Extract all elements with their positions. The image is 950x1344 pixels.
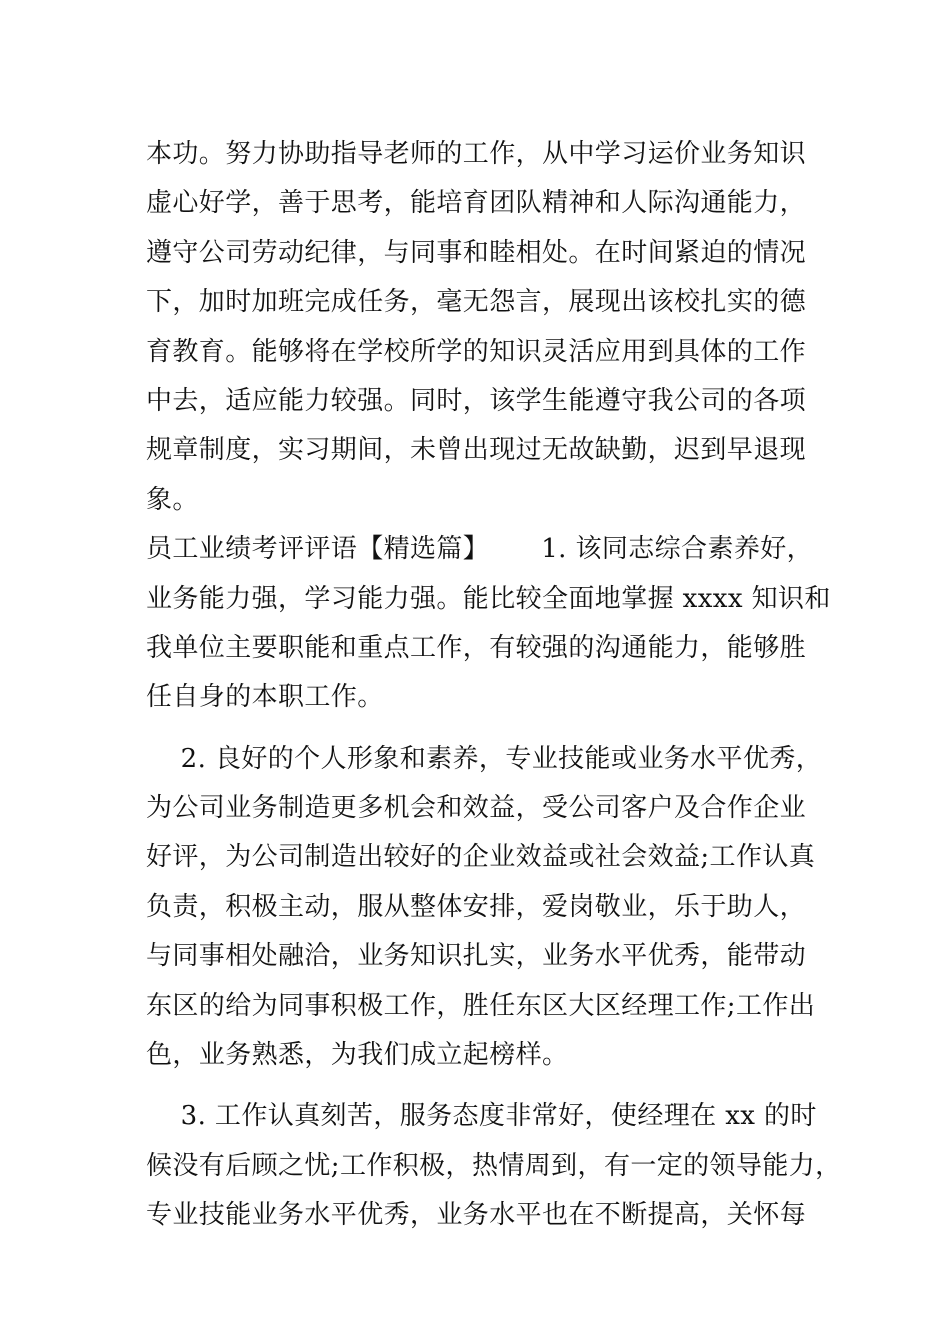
text-line: 我单位主要职能和重点工作，有较强的沟通能力，能够胜 bbox=[146, 632, 807, 663]
section-heading-line: 员工业绩考评评语【精选篇】 1. 该同志综合素养好， bbox=[146, 534, 814, 565]
text-line: 虚心好学，善于思考，能培育团队精神和人际沟通能力， bbox=[146, 188, 807, 219]
text-line: 负责，积极主动，服从整体安排，爱岗敬业，乐于助人， bbox=[146, 891, 807, 922]
text-line: 中去，适应能力较强。同时，该学生能遵守我公司的各项 bbox=[146, 385, 807, 416]
text-line: 与同事相处融洽，业务知识扎实，业务水平优秀，能带动 bbox=[146, 941, 807, 972]
paragraph-gap bbox=[146, 1080, 836, 1092]
text-line: 好评，为公司制造出较好的企业效益或社会效益;工作认真 bbox=[146, 842, 816, 873]
text-line: 规章制度，实习期间，未曾出现过无故缺勤，迟到早退现 bbox=[146, 435, 807, 466]
text-line: 专业技能业务水平优秀，业务水平也在不断提高，关怀每 bbox=[146, 1200, 807, 1231]
text-line: 下，加时加班完成任务，毫无怨言，展现出该校扎实的德 bbox=[146, 287, 807, 318]
text-line: 育教育。能够将在学校所学的知识灵活应用到具体的工作 bbox=[146, 336, 807, 367]
text-line: 为公司业务制造更多机会和效益，受公司客户及合作企业 bbox=[146, 793, 807, 824]
text-line: 任自身的本职工作。 bbox=[146, 682, 384, 713]
text-line: 业务能力强，学习能力强。能比较全面地掌握 xxxx 知识和 bbox=[146, 583, 831, 614]
text-line: 3. 工作认真刻苦，服务态度非常好，使经理在 xx 的时 bbox=[146, 1101, 817, 1132]
text-line: 色，业务熟悉，为我们成立起榜样。 bbox=[146, 1040, 569, 1071]
text-line: 遵守公司劳动纪律，与同事和睦相处。在时间紧迫的情况 bbox=[146, 237, 807, 268]
text-line: 东区的给为同事积极工作，胜任东区大区经理工作;工作出 bbox=[146, 990, 816, 1021]
text-line: 2. 良好的个人形象和素养，专业技能或业务水平优秀， bbox=[146, 743, 823, 774]
document-body bbox=[146, 130, 842, 1241]
text-line: 本功。努力协助指导老师的工作，从中学习运价业务知识 bbox=[146, 139, 807, 169]
text-line: 象。 bbox=[146, 484, 199, 515]
text-line: 候没有后顾之忧;工作积极，热情周到，有一定的领导能力， bbox=[146, 1150, 842, 1181]
paragraph-gap bbox=[146, 723, 836, 735]
